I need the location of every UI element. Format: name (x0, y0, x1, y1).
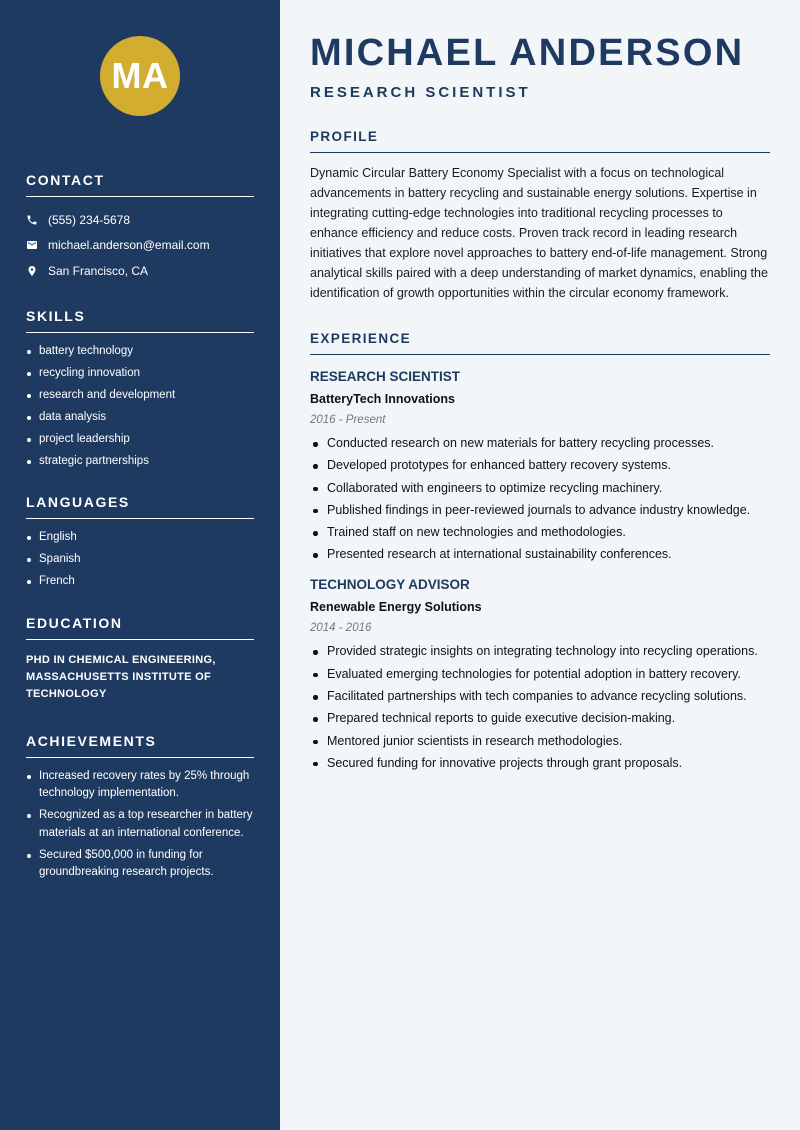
phone-icon (26, 214, 38, 226)
phone-text: (555) 234-5678 (48, 212, 131, 227)
achievement-item: Increased recovery rates by 25% through technology implementation. (26, 768, 254, 803)
job-title: TECHNOLOGY ADVISOR (310, 577, 470, 593)
language-item: Spanish (26, 551, 254, 569)
achievement-item: Recognized as a top researcher in battery materials at an international conference. (26, 807, 254, 842)
main-content (280, 0, 800, 1130)
contact-list (26, 207, 254, 284)
skill-item: recycling innovation (26, 365, 254, 383)
contact-location (26, 258, 254, 284)
job-bullets (310, 643, 770, 771)
job-company: Renewable Energy Solutions (310, 600, 482, 615)
contact-phone (26, 207, 254, 233)
job-bullet: Prepared technical reports to guide executive decision-making. (310, 710, 770, 727)
education-section (26, 615, 254, 703)
job-bullet: Facilitated partnerships with tech companies to advance recycling solutions. (310, 688, 770, 705)
job-bullet: Developed prototypes for enhanced battery recovery systems. (310, 457, 770, 474)
achievements-list (26, 768, 254, 882)
job-bullet: Mentored junior scientists in research methodologies. (310, 733, 770, 750)
profile-heading: PROFILE (310, 129, 770, 153)
languages-section (26, 494, 254, 591)
skills-section (26, 308, 254, 471)
languages-heading: LANGUAGES (26, 494, 254, 519)
job-bullet: Presented research at international sustainability conferences. (310, 546, 770, 563)
job-bullets (310, 435, 770, 563)
job-bullet: Conducted research on new materials for battery recycling processes. (310, 435, 770, 452)
job-bullet: Provided strategic insights on integrating technology into recycling operations. (310, 643, 770, 660)
language-item: English (26, 529, 254, 547)
experience-heading: EXPERIENCE (310, 331, 770, 355)
job-dates: 2014 - 2016 (310, 622, 372, 635)
contact-heading: CONTACT (26, 172, 254, 197)
languages-list (26, 529, 254, 591)
location-text: San Francisco, CA (48, 263, 149, 278)
profile-section (310, 129, 770, 303)
job-title: RESEARCH SCIENTIST (310, 369, 461, 384)
skill-item: strategic partnerships (26, 453, 254, 471)
job-bullet: Trained staff on new technologies and methodologies. (310, 524, 770, 541)
education-heading: EDUCATION (26, 615, 254, 640)
achievement-item: Secured $500,000 in funding for groundbreaking research projects. (26, 847, 254, 882)
job-dates: 2016 - Present (310, 414, 386, 426)
education-degree: PHD IN CHEMICAL ENGINEERING, MASSACHUSETTS INSTITUTE OF TECHNOLOGY (26, 653, 216, 700)
job-bullet: Published findings in peer-reviewed journals to advance industry knowledge. (310, 502, 770, 519)
job-entry (310, 369, 770, 563)
skill-item: research and development (26, 387, 254, 405)
job-entry (310, 577, 770, 771)
skills-heading: SKILLS (26, 308, 254, 333)
skill-item: project leadership (26, 431, 254, 449)
skill-item: battery technology (26, 343, 254, 361)
avatar: MA (100, 36, 180, 116)
contact-section (26, 172, 254, 284)
job-bullet: Secured funding for innovative projects through grant proposals. (310, 755, 770, 772)
location-pin-icon (26, 265, 38, 277)
email-icon (26, 239, 38, 251)
skill-item: data analysis (26, 409, 254, 427)
contact-email (26, 233, 254, 259)
candidate-title: RESEARCH SCIENTIST (310, 84, 531, 101)
achievements-section (26, 733, 254, 882)
skills-list (26, 343, 254, 471)
achievements-heading: ACHIEVEMENTS (26, 733, 254, 758)
sidebar (0, 0, 280, 1130)
job-bullet: Evaluated emerging technologies for potential adoption in battery recovery. (310, 666, 770, 683)
job-company: BatteryTech Innovations (310, 392, 455, 406)
experience-section (310, 331, 770, 772)
job-bullet: Collaborated with engineers to optimize recycling machinery. (310, 480, 770, 497)
candidate-name: MICHAEL ANDERSON (310, 32, 745, 74)
email-text: michael.anderson@email.com (48, 238, 210, 253)
profile-text: Dynamic Circular Battery Economy Specialist with a focus on technological advancements in battery recycling and sustainable energy solutions. Expertise in integrating cutting-edge technologies into traditional recycling processes to enhance efficiency and reduce costs. Proven track record in leading research initiatives that explore novel approaches to battery end-of-life management. Strong analytical skills paired with a deep understanding of market dynamics, enabling the identification of growth opportunities within the circular economy framework. (310, 166, 768, 300)
language-item: French (26, 573, 254, 591)
